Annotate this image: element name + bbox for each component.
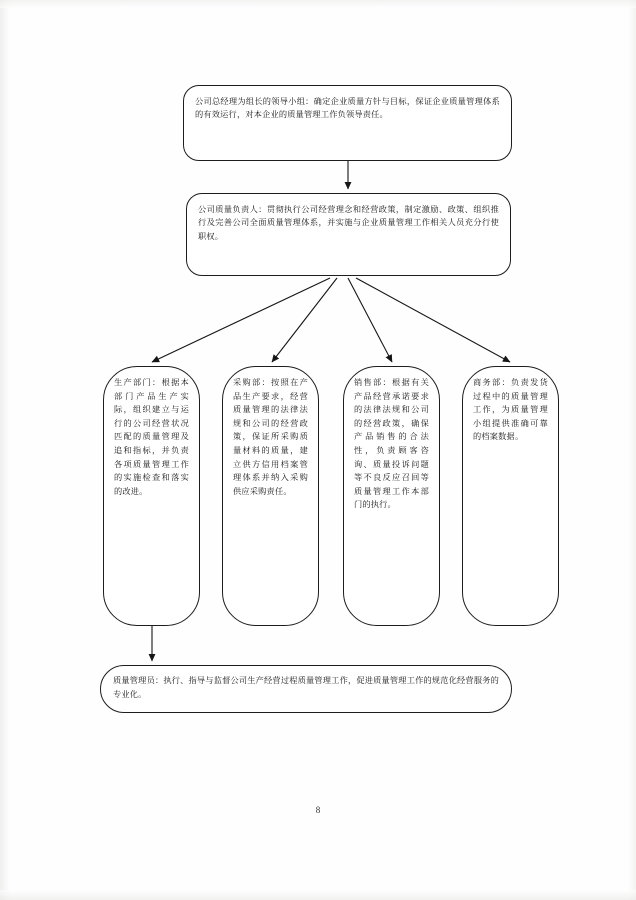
node-purchasing-department [222, 366, 319, 626]
page-edge-shadow-bottom [0, 890, 636, 900]
page-edge-shadow-top [0, 0, 636, 8]
node-text: 采购部：按照在产品生产要求，经营质量管理的法律法规和公司的经营政策，保证所采购质量材料的质量，建立供方信用档案管理体系并纳入采购供应采购责任。 [233, 377, 308, 496]
node-text: 销售部：根据有关产品经营承诺要求的法律法规和公司的经营政策，确保产品销售的合法性，负责顾客咨询、质量投诉问题等不良反应召回等质量管理工作本部门的执行。 [354, 377, 429, 510]
page-number: 8 [315, 805, 321, 815]
node-sales-department [343, 366, 440, 626]
node-text: 公司质量负责人：贯彻执行公司经营理念和经营政策，制定激励、政策、组织推行及完善公司全面质量管理体系，并实施与企业质量管理工作相关人员充分行使职权。 [198, 204, 499, 241]
node-quality-manager [100, 665, 512, 713]
node-text: 商务部：负责发货过程中的质量管理工作，为质量管理小组提供准确可靠的档案数据。 [473, 377, 548, 442]
page-edge-shadow-right [628, 0, 636, 900]
node-company-quality-officer [186, 193, 511, 276]
page-edge-shadow-left [0, 0, 10, 900]
node-general-manager-leading-group [183, 85, 512, 161]
node-text: 公司总经理为组长的领导小组：确定企业质量方针与目标，保证企业质量管理体系的有效运行，对本企业的质量管理工作负领导责任。 [195, 96, 500, 120]
node-business-department [462, 366, 559, 626]
node-production-department [103, 366, 200, 626]
node-text: 质量管理员：执行、指导与监督公司生产经营过程质量管理工作，促进质量管理工作的规范化经营服务的专业化。 [113, 675, 499, 699]
node-text: 生产部门：根据本部门产品生产实际，组织建立与运行的公司经营状况匹配的质量管理及追和指标，并负责各项质量管理工作的实施检查和落实的改进。 [114, 377, 189, 496]
